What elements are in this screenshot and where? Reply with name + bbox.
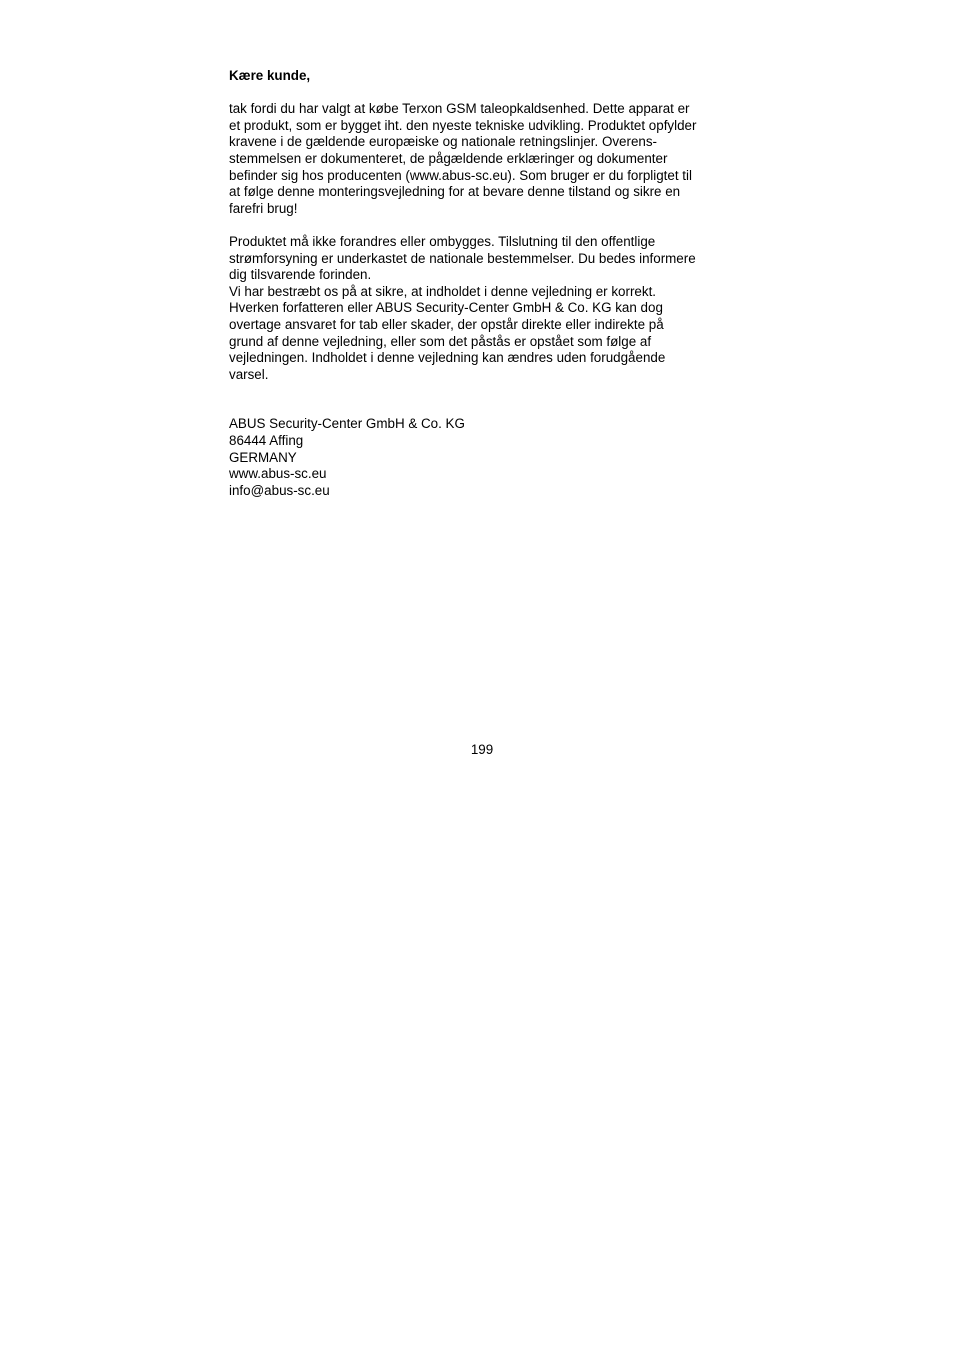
disclaimer-line: Produktet må ikke forandres eller ombygges. Tilslutning til den offentlige [229,233,656,249]
intro-line: kravene i de gældende europæiske og nationale retningslinjer. Overens- [229,134,658,150]
disclaimer-paragraph [229,234,749,383]
address-spacer [229,383,749,416]
disclaimer-line: strømforsyning er underkastet de nationale bestemmelser. Du bedes informere [229,250,696,266]
disclaimer-line: varsel. [229,366,269,382]
disclaimer-line: vejledningen. Indholdet i denne vejledning kan ændres uden forudgående [229,350,666,366]
address-country: GERMANY [229,449,297,465]
intro-line: farefri brug! [229,200,298,216]
disclaimer-line: Hverken forfatteren eller ABUS Security-Center GmbH & Co. KG kan dog [229,300,663,316]
address-company: ABUS Security-Center GmbH & Co. KG [229,416,465,432]
intro-line: befinder sig hos producenten (www.abus-sc.eu). Som bruger er du forpligtet til [229,167,692,183]
disclaimer-line: Vi har bestræbt os på at sikre, at indholdet i denne vejledning er korrekt. [229,283,657,299]
address-website: www.abus-sc.eu [229,466,327,482]
address-city: 86444 Affing [229,433,304,449]
disclaimer-line: dig tilsvarende forinden. [229,267,372,283]
paragraph-spacer [229,217,749,234]
letter-body [229,68,749,499]
address-email: info@abus-sc.eu [229,482,330,498]
intro-line: tak fordi du har valgt at købe Terxon GSM taleopkaldsenhed. Dette apparat er [229,101,690,117]
greeting-heading: Kære kunde, [229,68,311,83]
intro-paragraph [229,101,749,217]
disclaimer-line: grund af denne vejledning, eller som det påstås er opstået som følge af [229,333,652,349]
page-number: 199 [470,742,494,757]
company-address [229,416,749,499]
intro-line: stemmelsen er dokumenteret, de pågældende erklæringer og dokumenter [229,150,668,166]
intro-line: at følge denne monteringsvejledning for at bevare denne tilstand og sikre en [229,184,681,200]
intro-line: et produkt, som er bygget iht. den nyeste tekniske udvikling. Produktet opfylder [229,117,697,133]
disclaimer-line: overtage ansvaret for tab eller skader, der opstår direkte eller indirekte på [229,316,664,332]
